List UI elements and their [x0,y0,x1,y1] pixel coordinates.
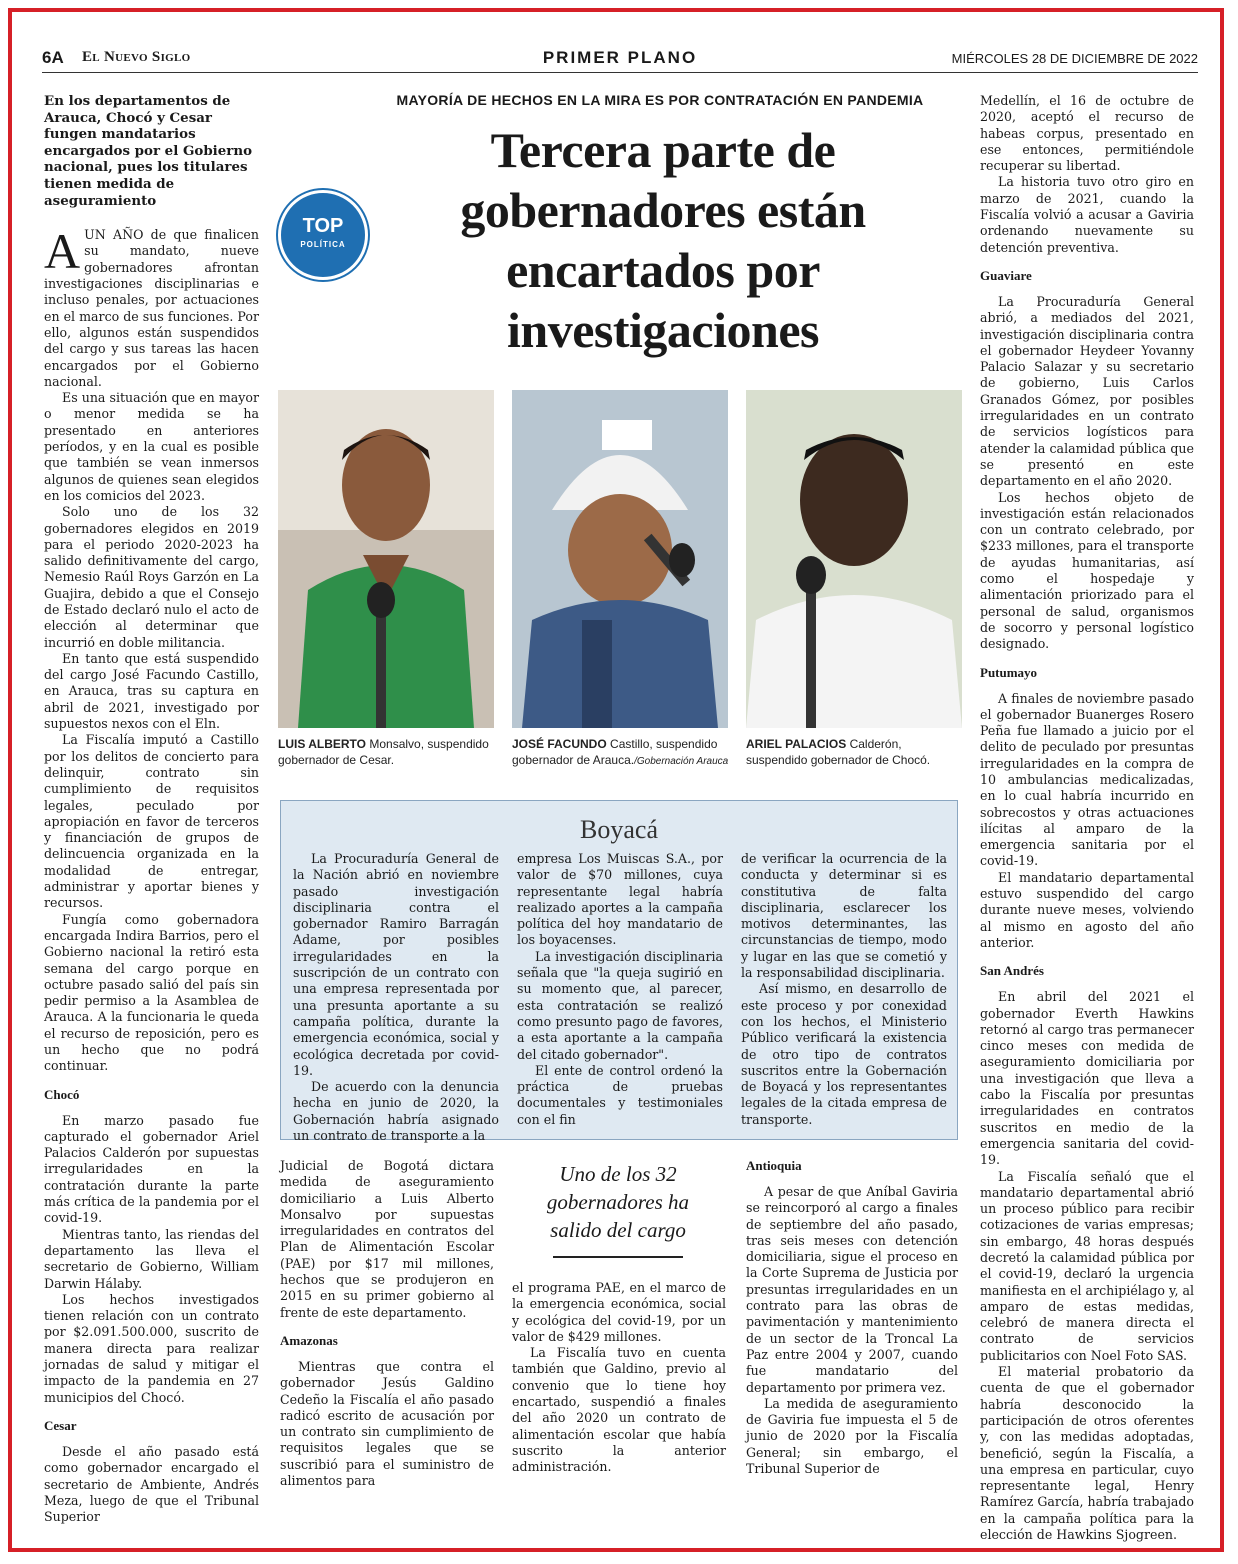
badge-top: TOP [302,215,344,237]
boyaca-column [293,851,499,1144]
boyaca-column [741,851,947,1128]
caption-name: ARIEL PALACIOS [746,737,847,751]
subhead-antioquia: Antioquia [746,1158,802,1173]
subhead-putumayo: Putumayo [980,664,1038,680]
paragraph: UN AÑO de que finalicen su mandato, nueve gobernadores afrontan investigaciones disciplinarias e incluso penales, por actuaciones en el marco de sus funciones. Por ello, algunos están suspendidos del cargo y sus tareas las hacen encargados por el Gobierno nacional. [44,227,259,389]
photo-luis-alberto-monsalvo [278,390,494,728]
headline: Tercera parte de gobernadores están encartados por investigaciones [460,122,866,358]
column-3 [512,1280,726,1476]
caption-text: Calderón, suspendido gobernador de Chocó. [746,737,931,767]
photo-ariel-palacios-calderon [746,390,962,728]
column-1 [44,93,259,1525]
paragraph: De acuerdo con la denuncia hecha en junio de 2020, la Gobernación habría asignado un contrato de transporte a la [293,1079,499,1144]
drop-cap: A [44,223,81,280]
subhead-cesar: Cesar [44,1417,77,1433]
paragraph: Solo uno de los 32 gobernadores elegidos en 2019 para el periodo 2020-2023 ha salido definitivamente del cargo, Nemesio Raúl Roys Garzón en La Guajira, debido a que el Consejo de Estado declaró nulo el acto de elección al determinar que incurrió en doble militancia. [44,504,259,650]
pull-quote-rule [553,1256,683,1258]
subhead-amazonas: Amazonas [280,1332,338,1348]
column-2 [280,1158,494,1489]
photo-credit: /Gobernación Arauca [634,756,729,767]
paragraph: En tanto que está suspendido del cargo José Facundo Castillo, en Arauca, tras su captura en abril de 2021, investigado por supuestos nexos con el Eln. [44,650,259,732]
paragraph: La Fiscalía señaló que el mandatario departamental abrió un proceso público para recibir cotizaciones de varias empresas; sin embargo, 48 horas después decretó la calamidad pública por el covid-19, declaró la urgencia manifiesta en el archipiélago y, al amparo de estas medidas, celebró de manera directa el contrato de servicios publicitarios con Noel Foto SAS. [980,1168,1194,1363]
paragraph: La medida de aseguramiento de Gaviria fue impuesta el 5 de junio de 2020 por la Fiscalía General; sin embargo, el Tribunal Superior de [746,1395,958,1477]
paragraph: Es una situación que en mayor o menor medida se ha presentado en anteriores períodos, y en la cual es posible que también se vean inmersos algunos de quienes sean elegidos en los comicios del 2023. [44,390,259,503]
boyaca-sidebar [280,800,958,1144]
kicker: MAYORÍA DE HECHOS EN LA MIRA ES POR CONTRATACIÓN EN PANDEMIA [396,92,924,108]
photo-jose-facundo-castillo [512,390,728,728]
paragraph: A pesar de que Aníbal Gaviria se reincorporó al cargo a finales de septiembre del año pasado, tras seis meses con detención domiciliaria, sigue el proceso en la Corte Suprema de Justicia por presuntas irregularidades en un contrato para las obras de pavimentación y mantenimiento de un sector de la Troncal La Paz entre 2004 y 2007, cuando fue mandatario del departamento por primera vez. [746,1184,958,1395]
lead-summary: En los departamentos de Arauca, Chocó y Cesar fungen mandatarios encargados por el Gobierno nacional, pues los titulares tienen medida de aseguramiento [44,93,253,209]
paragraph: Desde el año pasado está como gobernador encargado el secretario de Ambiente, Andrés Meza, luego de que el Tribunal Superior [44,1443,259,1525]
paragraph: Mientras tanto, las riendas del departamento las lleva el secretario de Gobierno, William Darwin Hálaby. [44,1226,259,1291]
boyaca-title: Boyacá [580,815,658,844]
column-5 [980,93,1194,1543]
newspaper-name: El Nuevo Siglo [82,49,191,65]
paragraph: Mientras que contra el gobernador Jesús Galdino Cedeño la Fiscalía el año pasado radicó escrito de acusación por un contrato sin cumplimiento de requisitos legales que se suscribió para el suministro de alimentos para [280,1358,494,1489]
caption-text: Monsalvo, suspendido gobernador de Cesar. [278,737,489,767]
paragraph: La historia tuvo otro giro en marzo de 2021, cuando la Fiscalía volvió a acusar a Gaviria ordenando nuevamente su detención preventiva. [980,174,1194,255]
paragraph: de verificar la ocurrencia de la conducta y determinar si es constitutiva de falta disciplinaria, esclarecer los motivos determinantes, las circunstancias de tiempo, modo y lugar en las que se cometió y la responsabilidad disciplinaria. [741,851,947,981]
paragraph: Judicial de Bogotá dictara medida de aseguramiento domiciliario a Luis Alberto Monsalvo por supuestas irregularidades en contratos del Plan de Alimentación Escolar (PAE) por $17 mil millones, hechos que se produjeron en 2015 en su primer gobierno al frente de este departamento. [280,1158,494,1320]
paragraph: empresa Los Muiscas S.A., por valor de $70 millones, cuya representante legal habría realizado aportes a la campaña política del hoy mandatario de los boyacenses. [517,851,723,948]
boyaca-column [517,851,723,1128]
subhead-guaviare: Guaviare [980,267,1032,283]
paragraph: Así mismo, en desarrollo de este proceso y por conexidad con los hechos, el Ministerio Público verificará la existencia de otro tipo de contratos suscritos entre la Gobernación de Boyacá y los representantes legales de la citada empresa de transporte. [741,981,947,1127]
section-name: PRIMER PLANO [542,48,698,67]
paragraph: Los hechos investigados tienen relación con un contrato por $2.091.500.000, suscrito de manera directa para realizar jornadas de salud y mitigar el impacto de la pandemia en 27 municipios del Chocó. [44,1291,259,1405]
paragraph: En marzo pasado fue capturado el gobernador Ariel Palacios Calderón por supuestas irregularidades en la contratación durante la parte más crítica de la pandemia por el covid-19. [44,1112,259,1226]
page-number: 6A [42,48,64,67]
paragraph: El material probatorio da cuenta de que el gobernador habría desconocido la participación de otros oferentes y, con las medidas adoptadas, benefició, según la Fiscalía, a una empresa en particular, cuyo representante legal, Henry Ramírez García, habría trabajado en la campaña política para la elección de Hawkins Sjogreen. [980,1364,1195,1543]
paragraph: Fungía como gobernadora encargada Indira Barrios, pero el Gobierno nacional la retiró esta semana del cargo porque en octubre pasado salió del país sin pedir permiso a la Asamblea de Arauca. A la funcionaria le queda el recurso de reposición, pero es un hecho que no podrá continuar. [44,911,259,1074]
paragraph: La investigación disciplinaria señala que "la queja sugirió en su momento que, al parecer, esta contratación se realizó como presunto pago de favores, a esta aportante a la campaña del citado gobernador". [517,948,723,1062]
paragraph: Medellín, el 16 de octubre de 2020, aceptó el recurso de habeas corpus, presentado en ese entonces, permitiéndole recuperar su libertad. [980,93,1194,174]
subhead-san-andres: San Andrés [980,963,1044,979]
paragraph: La Fiscalía tuvo en cuenta también que Galdino, previo al convenio que lo tiene hoy encartado, suspendió a finales del año 2020 un contrato de alimentación escolar que había suscrito la anterior administración. [512,1345,726,1475]
subhead-choco: Chocó [44,1086,80,1102]
photo-caption [278,736,496,768]
issue-date: MIÉRCOLES 28 DE DICIEMBRE DE 2022 [951,51,1198,66]
paragraph: el programa PAE, en el marco de la emergencia económica, social y ecológica del covid-19, por un valor de $429 millones. [512,1280,726,1344]
paragraph: Los hechos objeto de investigación están relacionados con un contrato celebrado, por $233 millones, para el transporte de ayudas humanitarias, así como el hospedaje y alimentación priorizado para el personal de salud, organismos de socorro y personal logístico designado. [980,489,1194,652]
page-header [42,48,1198,73]
paragraph: La Procuraduría General de la Nación abrió en noviembre pasado investigación disciplinaria contra el gobernador Ramiro Barragán Adame, por posibles irregularidades en la suscripción de un contrato con una empresa representada por una presunta aportante a su campaña política, durante la emergencia económica, social y ecológica decretada por covid-19. [293,851,499,1078]
paragraph: El ente de control ordenó la práctica de pruebas documentales y testimoniales con el fin [517,1062,723,1127]
photo-caption [746,736,964,768]
paragraph: El mandatario departamental estuvo suspendido del cargo durante nueve meses, volviendo al mismo en agosto del año anterior. [980,869,1194,950]
pull-quote [520,1160,716,1258]
top-politica-badge [278,190,368,280]
paragraph: En abril del 2021 el gobernador Everth Hawkins retornó al cargo tras permanecer cinco meses con medida de aseguramiento domiciliaria por una investigación que lleva a cabo la Fiscalía por presuntas irregularidades en contratos suscritos en medio de la emergencia sanitaria del covid-19. [980,989,1194,1168]
caption-name: LUIS ALBERTO [278,737,367,751]
pull-quote-text: Uno de los 32 gobernadores ha salido del cargo [546,1162,690,1242]
paragraph: A finales de noviembre pasado el gobernador Buanerges Rosero Peña fue llamado a juicio por el delito de peculado por presuntas irregularidades en la compra de 10 ambulancias medicalizadas, en lo cual habría incurrido en sobrecostos y otras actuaciones ilícitas al amparo de la emergencia sanitaria por el covid-19. [980,690,1194,869]
column-4 [746,1150,958,1477]
caption-text: Castillo, suspendido gobernador de Arauca. [512,737,718,767]
badge-politica: POLÍTICA [300,240,346,249]
caption-name: JOSÉ FACUNDO [512,737,607,751]
photo-caption [512,736,730,770]
paragraph: La Procuraduría General abrió, a mediados del 2021, investigación disciplinaria contra el gobernador Heydeer Yovanny Palacio Salazar y su secretario de gobierno, Luis Carlos Granados Gómez, por posibles irregularidades en un contrato de servicios logísticos para atender la calamidad pública que se presentó en este departamento en el año 2020. [980,293,1194,489]
paragraph: La Fiscalía imputó a Castillo por los delitos de concierto para delinquir, contrato sin cumplimiento de requisitos legales, peculado por apropiación en favor de terceros y financiación de grupos de delincuencia organizada en la modalidad de entregar, administrar y aportar bienes y recursos. [44,732,259,911]
